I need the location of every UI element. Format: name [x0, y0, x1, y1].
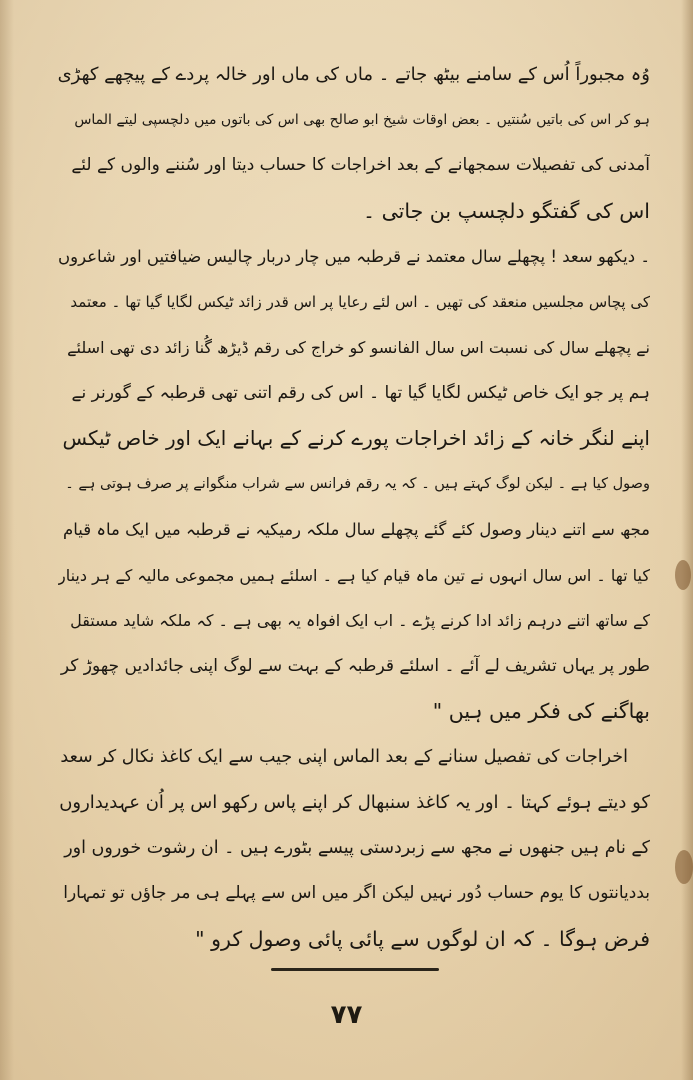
page-number: ۷۷ — [330, 1000, 363, 1030]
text-line: مجھ سے اتنے دینار وصول کئے گئے پچھلے سال ملکہ رمیکیہ نے قرطبہ میں ایک ماہ قیام — [63, 520, 650, 539]
text-line: بددیانتوں کا یوم حساب دُور نہیں لیکن اگر میں اس سے پہلے ہی مر جاؤں تو تمہارا — [63, 883, 650, 903]
text-line: فرض ہوگا ۔ کہ ان لوگوں سے پائی پائی وصول کرو " — [195, 926, 650, 951]
page-edge-left — [0, 0, 14, 1080]
text-line: ہم پر جو ایک خاص ٹیکس لگایا گیا تھا ۔ اس کی رقم اتنی تھی قرطبہ کے گورنر نے — [71, 382, 650, 403]
text-line: وصول کیا ہے ۔ لیکن لوگ کہتے ہیں ۔ کہ یہ رقم فرانس سے شراب منگوانے پر صرف ہوتی ہے ۔ — [65, 475, 650, 492]
text-line: نے پچھلے سال کی نسبت اس سال الفانسو کو خراج کی رقم ڈیڑھ گُنا زائد دی تھی اسلئے — [67, 338, 650, 357]
text-line: اس کی گفتگو دلچسپ بن جاتی ۔ — [363, 198, 650, 223]
text-line: وُہ مجبوراً اُس کے سامنے بیٹھ جاتے ۔ ماں کی ماں اور خالہ پردے کے پیچھے کھڑی — [58, 64, 650, 85]
body-text — [58, 52, 650, 962]
paper-stain — [675, 560, 691, 590]
text-line: آمدنی کی تفصیلات سمجھانے کے بعد اخراجات کا حساب دیتا اور سُننے والوں کے لئے — [71, 155, 650, 175]
section-divider — [271, 968, 439, 971]
text-line: بھاگنے کی فکر میں ہیں " — [432, 699, 650, 723]
text-line: ہو کر اس کی باتیں سُنتیں ۔ بعض اوقات شیخ ابو صالح بھی اس کی باتوں میں دلچسپی لیتے الماس — [74, 111, 650, 128]
text-line: اخراجات کی تفصیل سنانے کے بعد الماس اپنی جیب سے ایک کاغذ نکال کر سعد — [60, 746, 628, 767]
text-line: اپنے لنگر خانہ کے زائد اخراجات پورے کرنے کے بہانے ایک اور خاص ٹیکس — [62, 426, 650, 450]
text-line: کے نام ہیں جنھوں نے مجھ سے زبردستی پیسے بٹورے ہیں ۔ ان رشوت خوروں اور — [64, 837, 650, 858]
text-line: کیا تھا ۔ اس سال انہوں نے تین ماہ قیام کیا ہے ۔ اسلئے ہمیں مجموعی مالیہ کے ہر دینار — [58, 565, 650, 585]
text-line: ۔ دیکھو سعد ! پچھلے سال معتمد نے قرطبہ میں چار دربار چالیس ضیافتیں اور شاعروں — [58, 247, 650, 266]
text-line: کو دیتے ہوئے کہتا ۔ اور یہ کاغذ سنبھال کر اپنے پاس رکھو اس پر اُن عہدیداروں — [59, 792, 650, 813]
text-line: طور پر یہاں تشریف لے آئے ۔ اسلئے قرطبہ کے بہت سے لوگ اپنی جائدادیں چھوڑ کر — [60, 655, 650, 676]
page-edge-right — [681, 0, 693, 1080]
text-line: کی پچاس مجلسیں منعقد کی تھیں ۔ اس لئے رعایا پر اس قدر زائد ٹیکس لگایا گیا تھا ۔ معتمد — [70, 292, 650, 311]
paper-stain — [675, 850, 693, 884]
text-line: کے ساتھ اتنے درہم زائد ادا کرنے پڑے ۔ اب ایک افواہ یہ بھی ہے ۔ کہ ملکہ شاید مستقل — [70, 611, 650, 630]
